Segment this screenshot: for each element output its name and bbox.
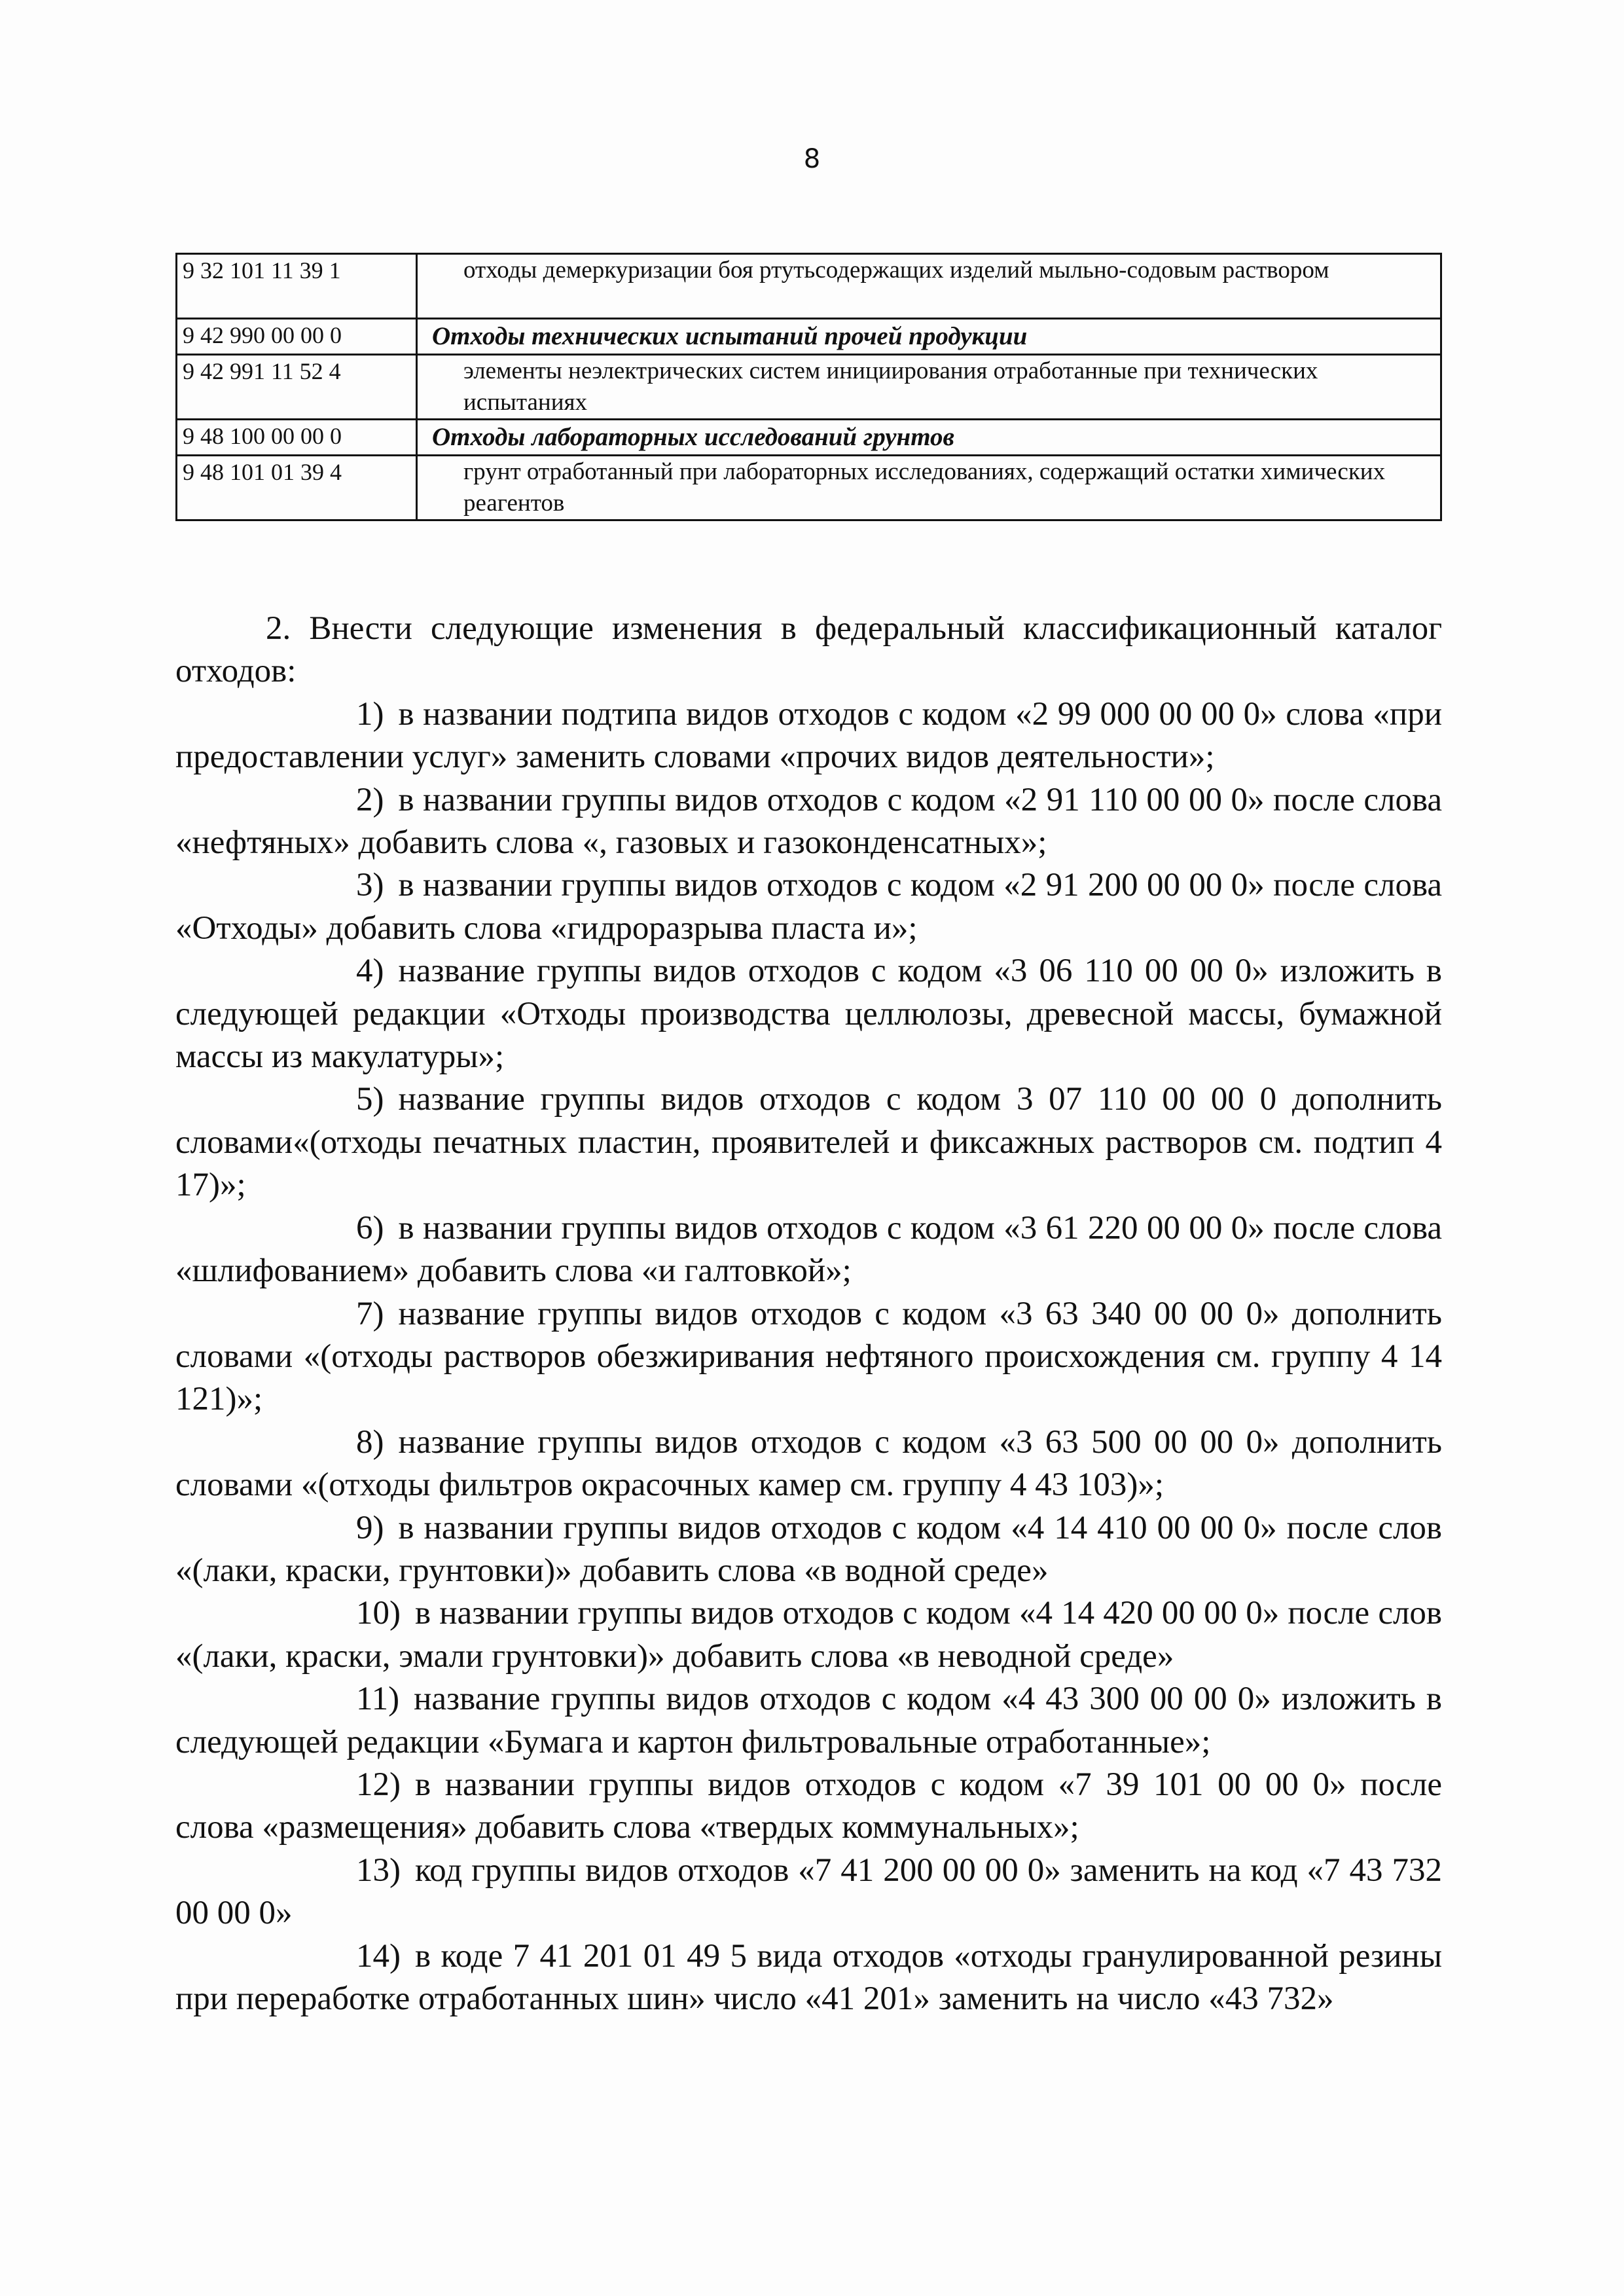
item-text: код группы видов отходов «7 41 200 00 00 0» заменить на код «7 43 732 00 00 0» — [175, 1851, 1442, 1932]
item-number: 10) — [356, 1595, 401, 1632]
waste-group-name: Отходы лабораторных исследований грунтов — [417, 420, 1441, 456]
item-text: название группы видов отходов с кодом «3 63 340 00 00 0» дополнить словами «(отходы растворов обезжиривания нефтяного происхождения см. группу 4 14 121)»; — [175, 1295, 1442, 1418]
item-number: 9) — [356, 1509, 384, 1546]
item-number: 7) — [356, 1295, 384, 1332]
waste-code: 9 48 101 01 39 4 — [177, 456, 417, 520]
item-number: 11) — [356, 1681, 400, 1718]
item-number: 5) — [356, 1081, 384, 1118]
list-item — [175, 1207, 1442, 1293]
item-text: в названии группы видов отходов с кодом «2 91 110 00 00 0» после слова «нефтяных» добавить слова «, газовых и газоконденсатных»; — [175, 781, 1442, 862]
amendments-text — [175, 608, 1442, 2020]
item-number: 8) — [356, 1423, 384, 1461]
item-number: 13) — [356, 1851, 401, 1889]
list-item — [175, 1592, 1442, 1678]
waste-group-name: Отходы технических испытаний прочей продукции — [417, 319, 1441, 355]
waste-code: 9 48 100 00 00 0 — [177, 420, 417, 456]
waste-code: 9 32 101 11 39 1 — [177, 254, 417, 319]
item-text: название группы видов отходов с кодом «4 43 300 00 00 0» изложить в следующей редакции «Бумага и картон фильтровальные отработанные»; — [175, 1681, 1442, 1760]
item-text: в названии группы видов отходов с кодом «3 61 220 00 00 0» после слова «шлифованием» добавить слова «и галтовкой»; — [175, 1209, 1442, 1290]
table-row — [177, 254, 1441, 319]
item-text: название группы видов отходов с кодом 3 07 110 00 00 0 дополнить словами«(отходы печатных пластин, проявителей и фиксажных растворов см. подтип 4 17)»; — [175, 1081, 1442, 1204]
list-item — [175, 693, 1442, 779]
item-text: название группы видов отходов с кодом «3 63 500 00 00 0» дополнить словами «(отходы фильтров окрасочных камер см. группу 4 43 103)»; — [175, 1423, 1442, 1504]
item-text: в названии группы видов отходов с кодом «7 39 101 00 00 0» после слова «размещения» добавить слова «твердых коммунальных»; — [175, 1766, 1442, 1846]
list-item — [175, 1850, 1442, 1935]
list-item — [175, 1421, 1442, 1507]
table-row — [177, 355, 1441, 420]
waste-name: элементы неэлектрических систем инициирования отработанные при технических испытаниях — [417, 355, 1441, 420]
item-number: 6) — [356, 1209, 384, 1247]
item-text: в названии группы видов отходов с кодом «2 91 200 00 00 0» после слова «Отходы» добавить слова «гидроразрыва пласта и»; — [175, 867, 1442, 947]
list-item — [175, 864, 1442, 950]
list-item — [175, 1935, 1442, 2021]
list-item — [175, 950, 1442, 1078]
table-row — [177, 420, 1441, 456]
list-item — [175, 1293, 1442, 1421]
item-number: 14) — [356, 1937, 401, 1975]
item-text: в коде 7 41 201 01 49 5 вида отходов «отходы гранулированной резины при переработке отработанных шин» число «41 201» заменить на число «43 732» — [175, 1937, 1442, 2017]
item-text: в названии группы видов отходов с кодом «4 14 420 00 00 0» после слов «(лаки, краски, эмали грунтовки)» добавить слова «в неводной среде» — [175, 1595, 1442, 1675]
item-number: 2) — [356, 781, 384, 818]
list-item — [175, 779, 1442, 865]
list-item — [175, 1678, 1442, 1764]
item-text: название группы видов отходов с кодом «3 06 110 00 00 0» изложить в следующей редакции «Отходы производства целлюлозы, древесной массы, бумажной массы из макулатуры»; — [175, 953, 1442, 1076]
page-number: 8 — [803, 144, 821, 174]
table-row — [177, 319, 1441, 355]
waste-code: 9 42 991 11 52 4 — [177, 355, 417, 420]
item-number: 1) — [356, 695, 384, 733]
item-number: 3) — [356, 867, 384, 904]
waste-code: 9 42 990 00 00 0 — [177, 319, 417, 355]
item-text: в названии подтипа видов отходов с кодом «2 99 000 00 00 0» слова «при предоставлении услуг» заменить словами «прочих видов деятельности»; — [175, 695, 1442, 776]
list-item — [175, 1507, 1442, 1593]
item-number: 4) — [356, 953, 384, 990]
list-item — [175, 1078, 1442, 1207]
waste-name: грунт отработанный при лабораторных исследованиях, содержащий остатки химических реагентов — [417, 456, 1441, 520]
item-text: в названии группы видов отходов с кодом «4 14 410 00 00 0» после слов «(лаки, краски, грунтовки)» добавить слова «в водной среде» — [175, 1509, 1442, 1589]
waste-name: отходы демеркуризации боя ртутьсодержащих изделий мыльно-содовым раствором — [417, 254, 1441, 319]
table-row — [177, 456, 1441, 520]
item-number: 12) — [356, 1766, 401, 1803]
intro-paragraph: 2. Внести следующие изменения в федеральный классификационный каталог отходов: — [175, 610, 1442, 690]
list-item — [175, 1764, 1442, 1850]
waste-classification-table — [175, 253, 1442, 521]
